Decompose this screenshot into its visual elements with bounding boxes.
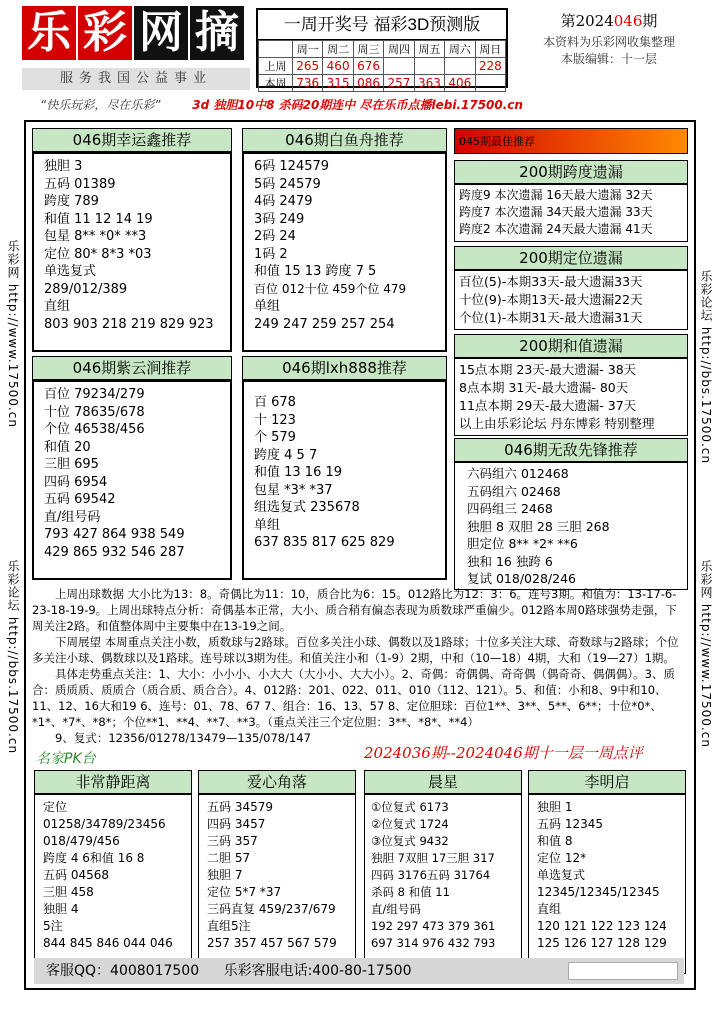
line: 直/组号码 — [371, 902, 421, 916]
day: 周二 — [323, 41, 353, 58]
line: 5注 — [43, 919, 63, 933]
line: 8点本期 31天-最大遗漏- 80天 — [459, 380, 629, 395]
line: 4码 2479 — [254, 194, 313, 209]
line: 百位 79234/279 — [44, 387, 145, 402]
footer-blank — [568, 962, 678, 980]
line: 11点本期 29天-最大遗漏- 37天 — [459, 398, 637, 413]
line: 5码 24579 — [254, 176, 321, 192]
note: 本资料为乐彩网收集整理 — [542, 35, 675, 49]
editor: 本版编辑：十一层 — [560, 52, 657, 66]
line: 和值 11 12 14 19 — [44, 211, 153, 227]
side-link: 乐彩网 http://www.17500.cn — [699, 560, 713, 748]
miss-span — [454, 160, 688, 242]
slogan: 服务我国公益事业 — [22, 68, 250, 90]
draw-number — [384, 58, 414, 75]
line: 12345/12345/12345 — [537, 885, 660, 899]
line: 844 845 846 044 046 — [43, 936, 173, 950]
draw-number: 460 — [323, 58, 353, 75]
draw-results-box — [256, 8, 508, 88]
line: 定位 — [43, 800, 68, 814]
line: 包星 8** *0* **3 — [44, 229, 147, 244]
line: 四码 3457 — [207, 817, 266, 831]
best-banner: 045期最佳推荐 — [454, 128, 688, 154]
side-link: 乐彩网 http://www.17500.cn — [6, 240, 20, 428]
box-body — [242, 380, 447, 580]
row-label: 上周 — [259, 58, 293, 75]
line: 个位(1)-本期31天-最大遗漏31天 — [459, 310, 643, 325]
box-title: 200期跨度遗漏 — [454, 160, 688, 184]
miss-position — [454, 246, 688, 330]
line: 四码 3176五码 31764 — [371, 868, 491, 882]
expert-box-1 — [34, 770, 192, 974]
line: 独胆 3 — [44, 159, 83, 174]
line: 跨度 4 5 7 — [254, 447, 318, 463]
line: 429 865 932 546 287 — [44, 544, 185, 560]
line: 直组 — [44, 299, 71, 314]
box-title: 晨星 — [364, 770, 522, 794]
line: 15点本期 23天-最大遗漏- 38天 — [459, 362, 637, 377]
box-body — [454, 184, 688, 242]
day: 周三 — [353, 41, 383, 58]
analysis — [32, 586, 688, 746]
line: 十位 78635/678 — [44, 404, 145, 420]
line: 定位 12* — [537, 851, 587, 865]
draw-number: 257 — [384, 75, 414, 92]
line: ③位复式 9432 — [371, 834, 449, 848]
draw-number — [475, 75, 505, 92]
line: 1码 2 — [254, 246, 288, 262]
box-body — [454, 270, 688, 330]
draw-number: 676 — [353, 58, 383, 75]
line: 三胆 695 — [44, 457, 99, 472]
line: 胆定位 8** *2* **6 — [467, 536, 578, 551]
line: 257 357 457 567 579 — [207, 936, 337, 950]
box-body — [528, 794, 686, 974]
line: 五码 34579 — [207, 800, 273, 814]
line: 和值 20 — [44, 439, 91, 455]
line: 三码直复 459/237/679 — [207, 902, 336, 916]
line: 三胆 458 — [43, 885, 94, 899]
line: 单选复式 — [44, 264, 97, 279]
footer-tel: 乐彩客服电话:400-80-17500 — [223, 963, 412, 979]
side-link: 乐彩论坛 http://bbs.17500.cn — [699, 270, 713, 465]
draw-number — [445, 58, 475, 75]
line: 192 297 473 379 361 — [371, 919, 496, 933]
logo — [22, 6, 250, 66]
line: 百位(5)-本期33天-最大遗漏33天 — [459, 274, 643, 289]
logo-char: 摘 — [190, 6, 244, 60]
line: 六码组六 012468 — [467, 466, 569, 481]
analysis-paragraph: 下周展望 本周重点关注小数，质数球与2路球。百位多关注小球、偶数以及1路球；十位多关注大球、奇数球与2路球；个位多关注小球、偶数球以及1路球。连号球以3期为佳。和值关注小和（1-9）2期，中和（10—18）4期，大和（19—27）1期。 — [32, 635, 679, 665]
line: 单选复式 — [537, 868, 586, 882]
line: 个位 46538/456 — [44, 422, 145, 437]
box-title: 046期紫云涧推荐 — [32, 356, 232, 380]
day: 周四 — [384, 41, 414, 58]
line: 十位(9)-本期13天-最大遗漏22天 — [459, 292, 643, 307]
line: 637 835 817 625 829 — [254, 535, 395, 550]
line: 独和 16 独跨 6 — [467, 553, 553, 569]
line: 803 903 218 219 829 923 — [44, 316, 214, 332]
line: 120 121 122 123 124 — [537, 919, 667, 933]
line: 单组 — [254, 299, 281, 314]
line: 3码 249 — [254, 211, 305, 227]
footer-qq: 客服QQ：4008017500 — [46, 963, 200, 979]
line: 793 427 864 938 549 — [44, 527, 185, 542]
line: 独胆 7双胆 17三胆 317 — [371, 851, 495, 865]
expert-box-3 — [364, 770, 522, 974]
line: 直/组号码 — [44, 509, 101, 525]
line: 跨度9 本次遗漏 16天最大遗漏 32天 — [459, 188, 653, 202]
analysis-paragraph: 9、复式：12356/01278/13479—135/078/147 — [55, 731, 311, 745]
line: 和值 13 16 19 — [254, 465, 343, 480]
line: 定位 5*7 *37 — [207, 885, 282, 899]
draw-number — [414, 58, 444, 75]
line: 跨度2 本次遗漏 24天最大遗漏 41天 — [459, 222, 653, 236]
box-title: 李明启 — [528, 770, 686, 794]
footer — [34, 958, 684, 984]
issue-number: 第2024046期 — [560, 12, 658, 30]
logo-char: 网 — [134, 6, 188, 60]
tagline-quote: “快乐玩彩，尽在乐彩” — [40, 98, 161, 112]
line: 五码 69542 — [44, 492, 116, 507]
tagline — [40, 94, 700, 116]
draw-number: 228 — [475, 58, 505, 75]
box-title: 046期lxh888推荐 — [242, 356, 447, 380]
line: 2码 24 — [254, 229, 296, 244]
line: ①位复式 6173 — [371, 800, 449, 814]
row-label: 本周 — [259, 75, 293, 92]
pk-period: 2024036期--2024046期十一层一周点评 — [364, 744, 643, 762]
box-title: 爱心角落 — [198, 770, 356, 794]
rec-vanguard — [454, 438, 688, 590]
day: 周五 — [414, 41, 444, 58]
line: 独胆 1 — [537, 800, 573, 814]
line: 复试 018/028/246 — [467, 571, 576, 586]
box-body — [34, 794, 192, 974]
rec-box-1 — [32, 128, 232, 352]
line: 跨度 789 — [44, 194, 99, 209]
line: 直组 — [537, 902, 562, 916]
box-title: 200期定位遗漏 — [454, 246, 688, 270]
line: 百 678 — [254, 395, 296, 410]
line: 定位 80* 8*3 *03 — [44, 246, 152, 262]
day: 周日 — [475, 41, 505, 58]
line: 249 247 259 257 254 — [254, 316, 395, 332]
line: 独胆 4 — [43, 902, 79, 916]
rec-box-2 — [242, 128, 447, 352]
draw-title: 一周开奖号 福彩3D预测版 — [258, 10, 506, 40]
line: 697 314 976 432 793 — [371, 936, 496, 950]
line: 五码 04568 — [43, 868, 109, 882]
line: 单组 — [254, 517, 281, 533]
line: 二胆 57 — [207, 851, 251, 865]
miss-sum — [454, 334, 688, 436]
line: 杀码 8 和值 11 — [371, 885, 450, 899]
box-body — [242, 152, 447, 352]
line: 五码组六 02468 — [467, 483, 561, 499]
box-body — [454, 358, 688, 436]
logo-char: 彩 — [78, 6, 132, 60]
box-body — [32, 152, 232, 352]
line: 百位 012十位 459个位 479 — [254, 281, 407, 296]
line: 直组5注 — [207, 919, 251, 933]
line: ②位复式 1724 — [371, 817, 449, 831]
line: 个 579 — [254, 430, 296, 445]
logo-char: 乐 — [22, 6, 76, 60]
analysis-paragraph: 具体走势重点关注：1、大小：小小小、小大大（大小小、大大小）。2、奇偶：奇偶偶、奇奇偶（偶奇奇、偶偶偶）。3、质合：质质质、质质合（质合质、质合合）。4、012路：201、022、011、010（112、121）。5、和值：小和8、9中和10、11、12、16大和19 6、连号：01、78、67 7、组合：16、13、57 8、定位胆球：百位1**、3**、5**、6**；十位*0*、*1*、*7*、*8*；个位**1、**4、**7、**3。（重点关注三个定位胆：3**、*8*、**4） — [32, 667, 675, 729]
line: 五码 12345 — [537, 817, 603, 831]
draw-number: 406 — [445, 75, 475, 92]
box-body — [454, 462, 688, 590]
draw-number: 265 — [293, 58, 323, 75]
side-link: 乐彩论坛 http://bbs.17500.cn — [6, 560, 20, 755]
issue-info — [520, 8, 698, 88]
day: 周一 — [293, 41, 323, 58]
line: 6码 124579 — [254, 159, 330, 174]
line: 五码 01389 — [44, 176, 116, 192]
line: 四码 6954 — [44, 474, 108, 490]
expert-box-4 — [528, 770, 686, 974]
box-title: 046期白鱼舟推荐 — [242, 128, 447, 152]
box-body — [32, 380, 232, 580]
line: 和值 15 13 跨度 7 5 — [254, 264, 377, 279]
box-title: 046期幸运鑫推荐 — [32, 128, 232, 152]
line: 组选复式 235678 — [254, 500, 360, 515]
day: 周六 — [445, 41, 475, 58]
draw-number: 363 — [414, 75, 444, 92]
line: 289/012/389 — [44, 281, 128, 297]
line: 01258/34789/23456 — [43, 817, 166, 831]
line: 跨度7 本次遗漏 34天最大遗漏 33天 — [459, 205, 653, 219]
rec-box-3 — [32, 356, 232, 580]
draw-table — [258, 40, 506, 92]
box-body — [198, 794, 356, 974]
draw-number: 315 — [323, 75, 353, 92]
line: 十 123 — [254, 412, 296, 428]
expert-box-2 — [198, 770, 356, 974]
pk-title: 名家PK台 — [36, 751, 96, 767]
draw-number: 086 — [353, 75, 383, 92]
line: 三码 357 — [207, 834, 258, 848]
line: 独胆 7 — [207, 868, 243, 882]
line: 125 126 127 128 129 — [537, 936, 667, 950]
line: 跨度 4 6和值 16 8 — [43, 851, 145, 865]
line: 独胆 8 双胆 28 三胆 268 — [467, 518, 610, 534]
line: 018/479/456 — [43, 834, 120, 848]
analysis-paragraph: 上周出球数据 大小比为13：8。奇偶比为11：10，质合比为6：15。012路比为12：3：6。连号3期。和值为：13-17-6-23-18-19-9。上周出球特点分析：奇偶基本正常，大小、质合稍有偏态表现为质数球严重偏少。012路本周0路球强势走强，下周关注2路。和值整体周中主要集中在13-19之间。 — [32, 587, 677, 633]
rec-box-4 — [242, 356, 447, 580]
line: 包星 *3* *37 — [254, 482, 333, 498]
box-title: 046期无敌先锋推荐 — [454, 438, 688, 462]
line: 四码组三 2468 — [467, 501, 553, 516]
draw-number: 736 — [293, 75, 323, 92]
line: 和值 8 — [537, 834, 573, 848]
box-title: 200期和值遗漏 — [454, 334, 688, 358]
tagline-text: 3d 独胆10中8 杀码20期连中 尽在乐币点播lebi.17500.cn — [192, 98, 523, 112]
line: 以上由乐彩论坛 丹东博彩 特别整理 — [459, 416, 655, 431]
box-title: 非常静距离 — [34, 770, 192, 794]
box-body — [364, 794, 522, 974]
